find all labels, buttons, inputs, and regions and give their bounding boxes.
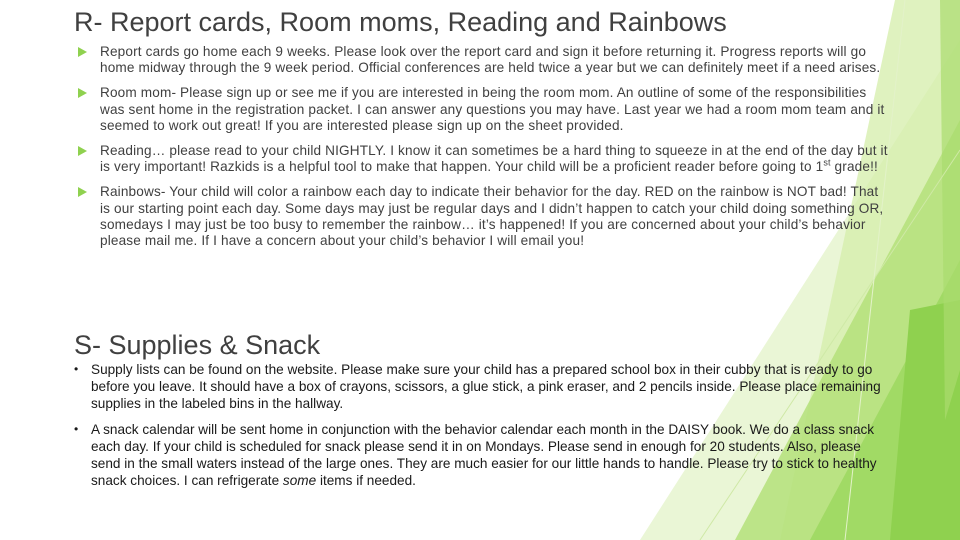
list-item-snack — [74, 421, 886, 489]
list-item-text-part: grade!! — [830, 159, 878, 175]
list-item-rainbows — [78, 184, 888, 249]
list-item-text: Report cards go home each 9 weeks. Please look over the report card and sign it before returning it. Progress reports will go home midway through the 9 week period. Official conferences are held twice a year but we can definitely meet if a need arises. — [100, 44, 881, 76]
emphasis-text: some — [282, 473, 317, 488]
triangle-bullet-icon — [78, 88, 87, 98]
list-item-room-mom — [78, 85, 888, 134]
bullet-dot-icon: • — [74, 362, 79, 376]
ordinal-superscript: st — [823, 157, 831, 168]
list-item-text: Rainbows- Your child will color a rainbow each day to indicate their behavior for the day. RED on the rainbow is NOT bad! That is our starting point each day. Some days may just be regular days and I didn’t happen to catch your child doing something OR, somedays I may just be too busy to remember the rainbow… it’s happened! If you are concerned about your child’s behavior please mail me. If I have a concern about your child’s behavior I will email you! — [100, 184, 884, 249]
list-item-text — [100, 143, 888, 175]
list-item-text: Room mom- Please sign up or see me if you are interested in being the room mom. An outline of some of the responsibilities was sent home in the registration packet. I can answer any questions you may have. Last year we had a room mom team and it seemed to work out great! If you are interested please sign up on the sheet provided. — [100, 85, 885, 133]
triangle-bullet-icon — [78, 187, 87, 197]
list-item-text — [91, 421, 886, 489]
list-item-text-part: Reading… please read to your child NIGHTLY. I know it can sometimes be a hard thing to squeeze in at the end of the day but it is very important! Razkids is a helpful tool to make that happen. Your child will be a proficient reader before going to 1 — [100, 143, 888, 175]
triangle-bullet-icon — [78, 47, 87, 57]
list-item-report-cards — [78, 44, 888, 76]
list-item-supplies — [74, 361, 886, 412]
triangle-bullet-icon — [78, 146, 87, 156]
list-item-text-part: items if needed. — [316, 473, 416, 488]
bullet-dot-icon: • — [74, 422, 79, 436]
list-item-text-part: A snack calendar will be sent home in conjunction with the behavior calendar each month in the DAISY book. We do a class snack each day. If your child is scheduled for snack please send it in on Mondays. Please send in enough for 20 students. Also, please send in the small waters instead of the large ones. They are much easier for our little hands to handle. Please try to stick to healthy snack choices. I can refrigerate — [91, 422, 877, 488]
list-item-reading — [78, 143, 888, 175]
list-item-text: Supply lists can be found on the website. Please make sure your child has a prepared school box in their cubby that is ready to go before you leave. It should have a box of crayons, scissors, a glue stick, a pink eraser, and 2 pencils inside. Please place remaining supplies in the labeled bins in the hallway. — [91, 362, 881, 411]
section-r-list — [78, 44, 888, 249]
section-s-title: S- Supplies & Snack — [74, 330, 321, 360]
section-r-title: R- Report cards, Room moms, Reading and Rainbows — [74, 7, 727, 37]
section-s-list — [74, 361, 886, 489]
